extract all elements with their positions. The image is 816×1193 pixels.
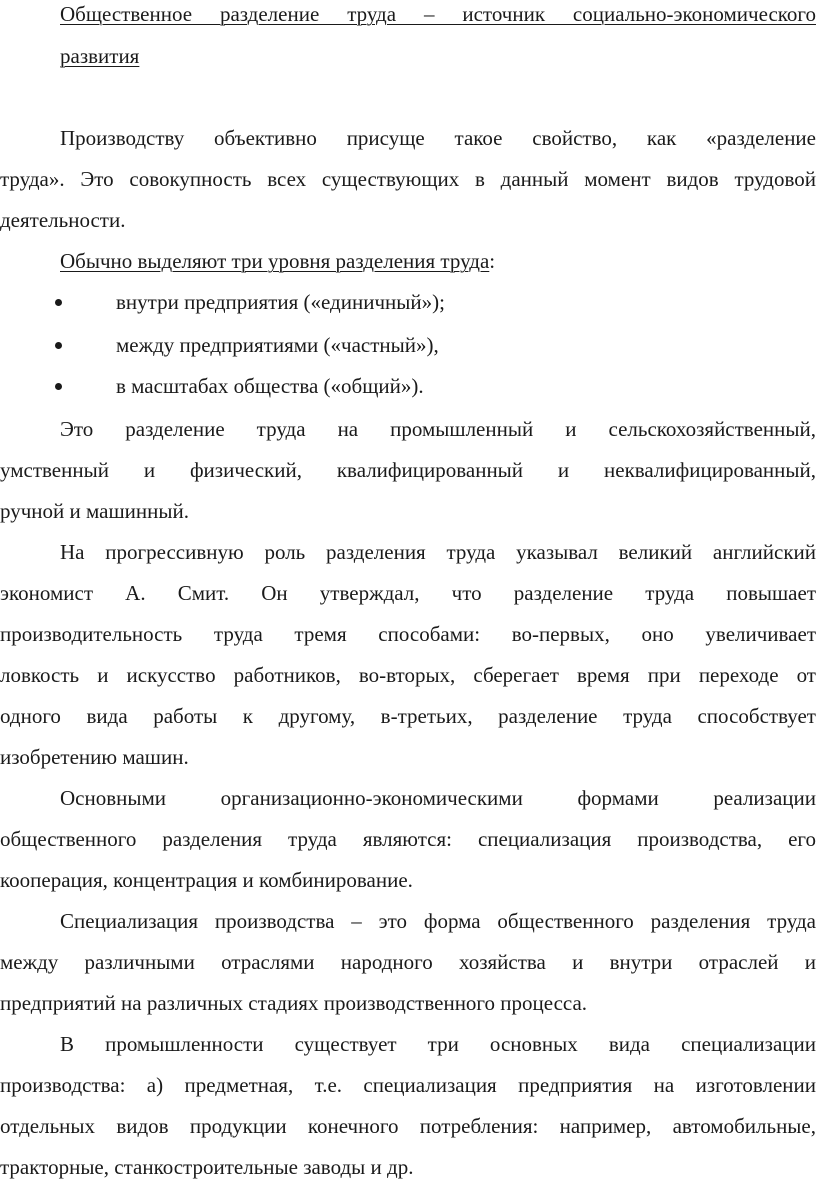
paragraph-1-line-2: труда». Это совокупность всех существующих в данный момент видов трудовой	[0, 167, 816, 191]
list-item	[0, 288, 816, 316]
paragraph-3-line-6: изобретению машин.	[0, 745, 189, 769]
paragraph-1-line-1: Производству объективно присуще такое свойство, как «разделение	[60, 126, 816, 150]
paragraph-4-line-2: общественного разделения труда являются: специализация производства, его	[0, 827, 816, 851]
list-item	[0, 331, 816, 359]
list-item-text: в масштабах общества («общий»).	[116, 374, 424, 398]
paragraph-6-line-1: В промышленности существует три основных вида специализации	[60, 1032, 816, 1056]
paragraph-1-line-3: деятельности.	[0, 208, 126, 232]
paragraph-5-line-2: между различными отраслями народного хозяйства и внутри отраслей и	[0, 950, 816, 974]
paragraph-5-line-1: Специализация производства – это форма общественного разделения труда	[60, 909, 816, 933]
bullet-icon	[55, 299, 62, 306]
paragraph-2-line-1: Это разделение труда на промышленный и сельскохозяйственный,	[60, 417, 816, 441]
paragraph-4-line-1: Основными организационно-экономическими формами реализации	[60, 786, 816, 810]
paragraph-5-line-3: предприятий на различных стадиях производственного процесса.	[0, 991, 588, 1015]
paragraph-2-line-2: умственный и физический, квалифицированный и неквалифицированный,	[0, 458, 816, 482]
list-item-text: внутри предприятия («единичный»);	[116, 290, 445, 314]
title-line-2: развития	[60, 44, 140, 68]
levels-heading-colon: :	[489, 249, 496, 273]
paragraph-2-line-3: ручной и машинный.	[0, 499, 189, 523]
bullet-icon	[55, 383, 62, 390]
bullet-icon	[55, 342, 62, 349]
paragraph-3-line-3: производительность труда тремя способами: во-первых, оно увеличивает	[0, 622, 816, 646]
paragraph-6-line-4: тракторные, станкостроительные заводы и др.	[0, 1155, 414, 1179]
title-line-1: Общественное разделение труда – источник социально-экономического	[60, 2, 816, 26]
paragraph-6-line-2: производства: а) предметная, т.е. специализация предприятия на изготовлении	[0, 1073, 816, 1097]
levels-heading-text: Обычно выделяют три уровня разделения труда	[60, 249, 490, 273]
list-item	[0, 372, 816, 400]
list-item-text: между предприятиями («частный»),	[116, 333, 439, 357]
levels-heading	[60, 247, 816, 275]
paragraph-3-line-2: экономист А. Смит. Он утверждал, что разделение труда повышает	[0, 581, 816, 605]
paragraph-6-line-3: отдельных видов продукции конечного потребления: например, автомобильные,	[0, 1114, 816, 1138]
paragraph-4-line-3: кооперация, концентрация и комбинирование.	[0, 868, 413, 892]
paragraph-3-line-4: ловкость и искусство работников, во-вторых, сберегает время при переходе от	[0, 663, 816, 687]
paragraph-3-line-5: одного вида работы к другому, в-третьих, разделение труда способствует	[0, 704, 816, 728]
paragraph-3-line-1: На прогрессивную роль разделения труда указывал великий английский	[60, 540, 816, 564]
